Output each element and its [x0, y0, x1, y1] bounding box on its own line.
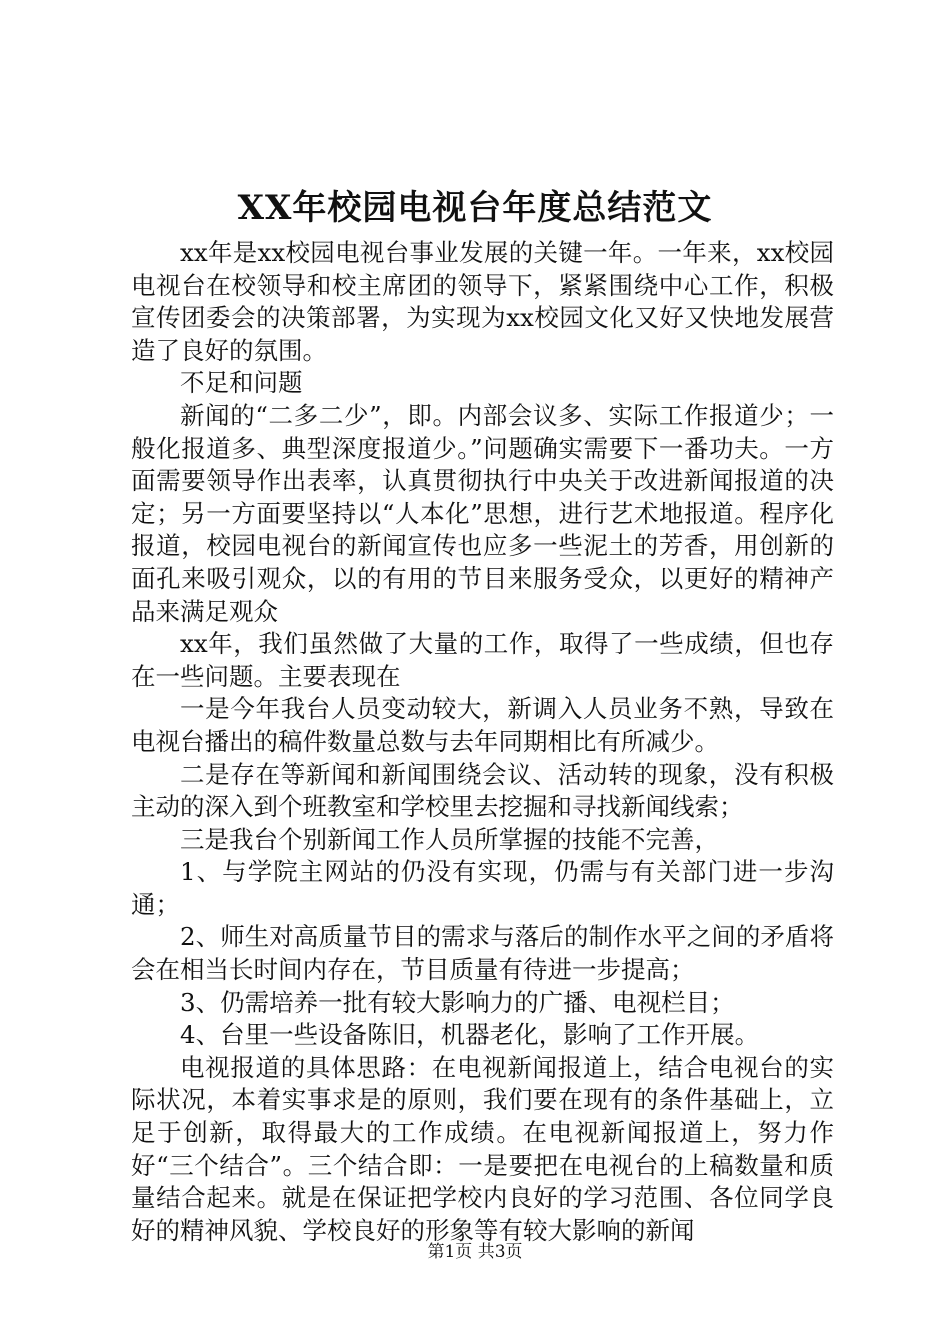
paragraph-point-three: 三是我台个别新闻工作人员所掌握的技能不完善，	[180, 824, 719, 854]
section-heading: 不足和问题	[180, 368, 303, 398]
document-title: XX年校园电视台年度总结范文	[237, 188, 713, 228]
page-number: 第1页 共3页	[427, 1242, 523, 1262]
list-item-1: 1、与学院主网站的仍没有实现，仍需与有关部门进一步沟通；	[131, 857, 834, 919]
paragraph-summary: xx年，我们虽然做了大量的工作，取得了一些成绩，但也存在一些问题。主要表现在	[131, 629, 834, 691]
document-body	[131, 237, 834, 1247]
list-item-2: 2、师生对高质量节目的需求与落后的制作水平之间的矛盾将会在相当长时间内存在，节目质量有待进一步提高；	[131, 922, 834, 985]
paragraph-intro: xx年是xx校园电视台事业发展的关键一年。一年来，xx校园电视台在校领导和校主席团的领导下，紧紧围绕中心工作，积极宣传团委会的决策部署，为实现为xx校园文化又好又快地发展营造了良好的氛围。	[131, 238, 834, 365]
paragraph-plan: 电视报道的具体思路：在电视新闻报道上，结合电视台的实际状况，本着实事求是的原则，我们要在现有的条件基础上，立足于创新，取得最大的工作成绩。在电视新闻报道上，努力作好“三个结合”。三个结合即：一是要把在电视台的上稿数量和质量结合起来。就是在保证把学校内良好的学习范围、各位同学良好的精神风貌、学校良好的形象等有较大影响的新闻	[131, 1052, 834, 1245]
paragraph-point-one: 一是今年我台人员变动较大，新调入人员业务不熟，导致在电视台播出的稿件数量总数与去年同期相比有所减少。	[131, 694, 834, 756]
list-item-3: 3、仍需培养一批有较大影响力的广播、电视栏目；	[180, 987, 735, 1017]
paragraph-point-two: 二是存在等新闻和新闻围绕会议、活动转的现象，没有积极主动的深入到个班教室和学校里去挖掘和寻找新闻线索；	[131, 759, 834, 822]
list-item-4: 4、台里一些设备陈旧，机器老化，影响了工作开展。	[180, 1020, 760, 1050]
paragraph-news-problem: 新闻的“二多二少”，即。内部会议多、实际工作报道少；一般化报道多、典型深度报道少。”问题确实需要下一番功夫。一方面需要领导作出表率，认真贯彻执行中央关于改进新闻报道的决定；另一方面要坚持以“人本化”思想，进行艺术地报道。程序化报道，校园电视台的新闻宣传也应多一些泥土的芳香，用创新的面孔来吸引观众，以的有用的节目来服务受众，以更好的精神产品来满足观众	[131, 400, 834, 626]
